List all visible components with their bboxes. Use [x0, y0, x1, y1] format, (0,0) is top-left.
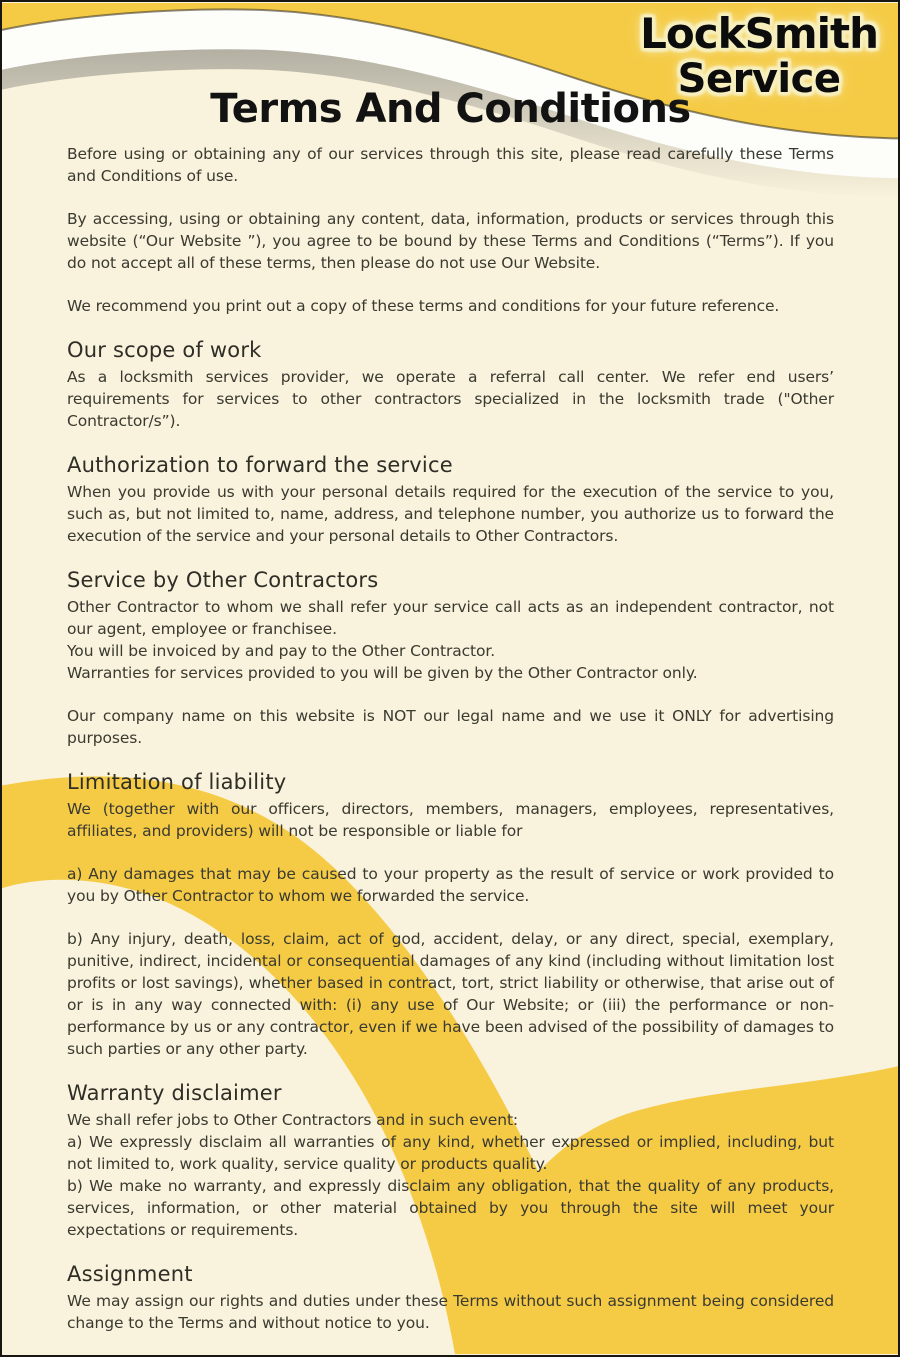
logo-line-1: LockSmith [640, 9, 878, 58]
intro-paragraph-2: By accessing, using or obtaining any content, data, information, products or services through this website (“Our Website ”), you agree to be bound by these Terms and Conditions (“Terms”). If you do not accept all of these terms, then please do not use Our Website. [67, 210, 834, 272]
section-heading: Our scope of work [67, 338, 262, 362]
section-paragraph: b) Any injury, death, loss, claim, act of god, accident, delay, or any direct, special, exemplary, punitive, indirect, incidental or consequential damages of any kind (including without limitation lost profits or lost savings), whether based in contract, tort, strict liability or otherwise, that arise out of or is in any way connected with: (i) any use of Our Website; or (iii) the performance or non-performance by us or any contractor, even if we have been advised of the possibility of damages to such parties or any other party. [67, 930, 834, 1058]
section-paragraph: We shall refer jobs to Other Contractors and in such event: [67, 1111, 519, 1129]
section-paragraph: We (together with our officers, directors, members, managers, employees, representatives, affiliates, and providers) will not be responsible or liable for [67, 800, 834, 840]
section-heading: Service by Other Contractors [67, 568, 379, 592]
section-assignment [67, 1261, 834, 1334]
section-paragraph: Other Contractor to whom we shall refer your service call acts as an independent contractor, not our agent, employee or franchisee. [67, 598, 834, 638]
section-service-by-other-contractors [67, 567, 834, 749]
section-heading: Warranty disclaimer [67, 1081, 282, 1105]
section-warranty-disclaimer [67, 1080, 834, 1241]
section-heading: Assignment [67, 1262, 193, 1286]
intro-paragraph-3: We recommend you print out a copy of these terms and conditions for your future reference. [67, 297, 780, 315]
section-paragraph: Our company name on this website is NOT our legal name and we use it ONLY for advertising purposes. [67, 707, 834, 747]
page-title: Terms And Conditions [210, 86, 691, 132]
section-paragraph: Warranties for services provided to you will be given by the Other Contractor only. [67, 664, 698, 682]
section-paragraph: We may assign our rights and duties under these Terms without such assignment being considered change to the Terms and without notice to you. [67, 1292, 834, 1332]
section-limitation-of-liability [67, 769, 834, 1060]
section-paragraph: As a locksmith services provider, we operate a referral call center. We refer end users’ requirements for services to other contractors specialized in the locksmith trade ("Other Contractor/s”). [67, 368, 834, 430]
section-paragraph: a) We expressly disclaim all warranties of any kind, whether expressed or implied, including, but not limited to, work quality, service quality or products quality. [67, 1133, 834, 1173]
section-paragraph: b) We make no warranty, and expressly disclaim any obligation, that the quality of any products, services, information, or other material obtained by you through the site will meet your expectations or requirements. [67, 1177, 834, 1239]
section-our-scope-of-work [67, 337, 834, 432]
section-paragraph: You will be invoiced by and pay to the Other Contractor. [67, 642, 496, 660]
intro-paragraph-1: Before using or obtaining any of our services through this site, please read carefully these Terms and Conditions of use. [67, 145, 834, 185]
section-paragraph: a) Any damages that may be caused to your property as the result of service or work provided to you by Other Contractor to whom we forwarded the service. [67, 865, 834, 905]
section-heading: Limitation of liability [67, 770, 287, 794]
content [2, 2, 898, 1334]
section-paragraph: When you provide us with your personal details required for the execution of the service to you, such as, but not limited to, name, address, and telephone number, you authorize us to forward the execution of the service and your personal details to Other Contractors. [67, 483, 834, 545]
section-heading: Authorization to forward the service [67, 453, 453, 477]
section-authorization [67, 452, 834, 547]
logo-line-2: Service [677, 56, 841, 102]
logo [640, 10, 878, 101]
